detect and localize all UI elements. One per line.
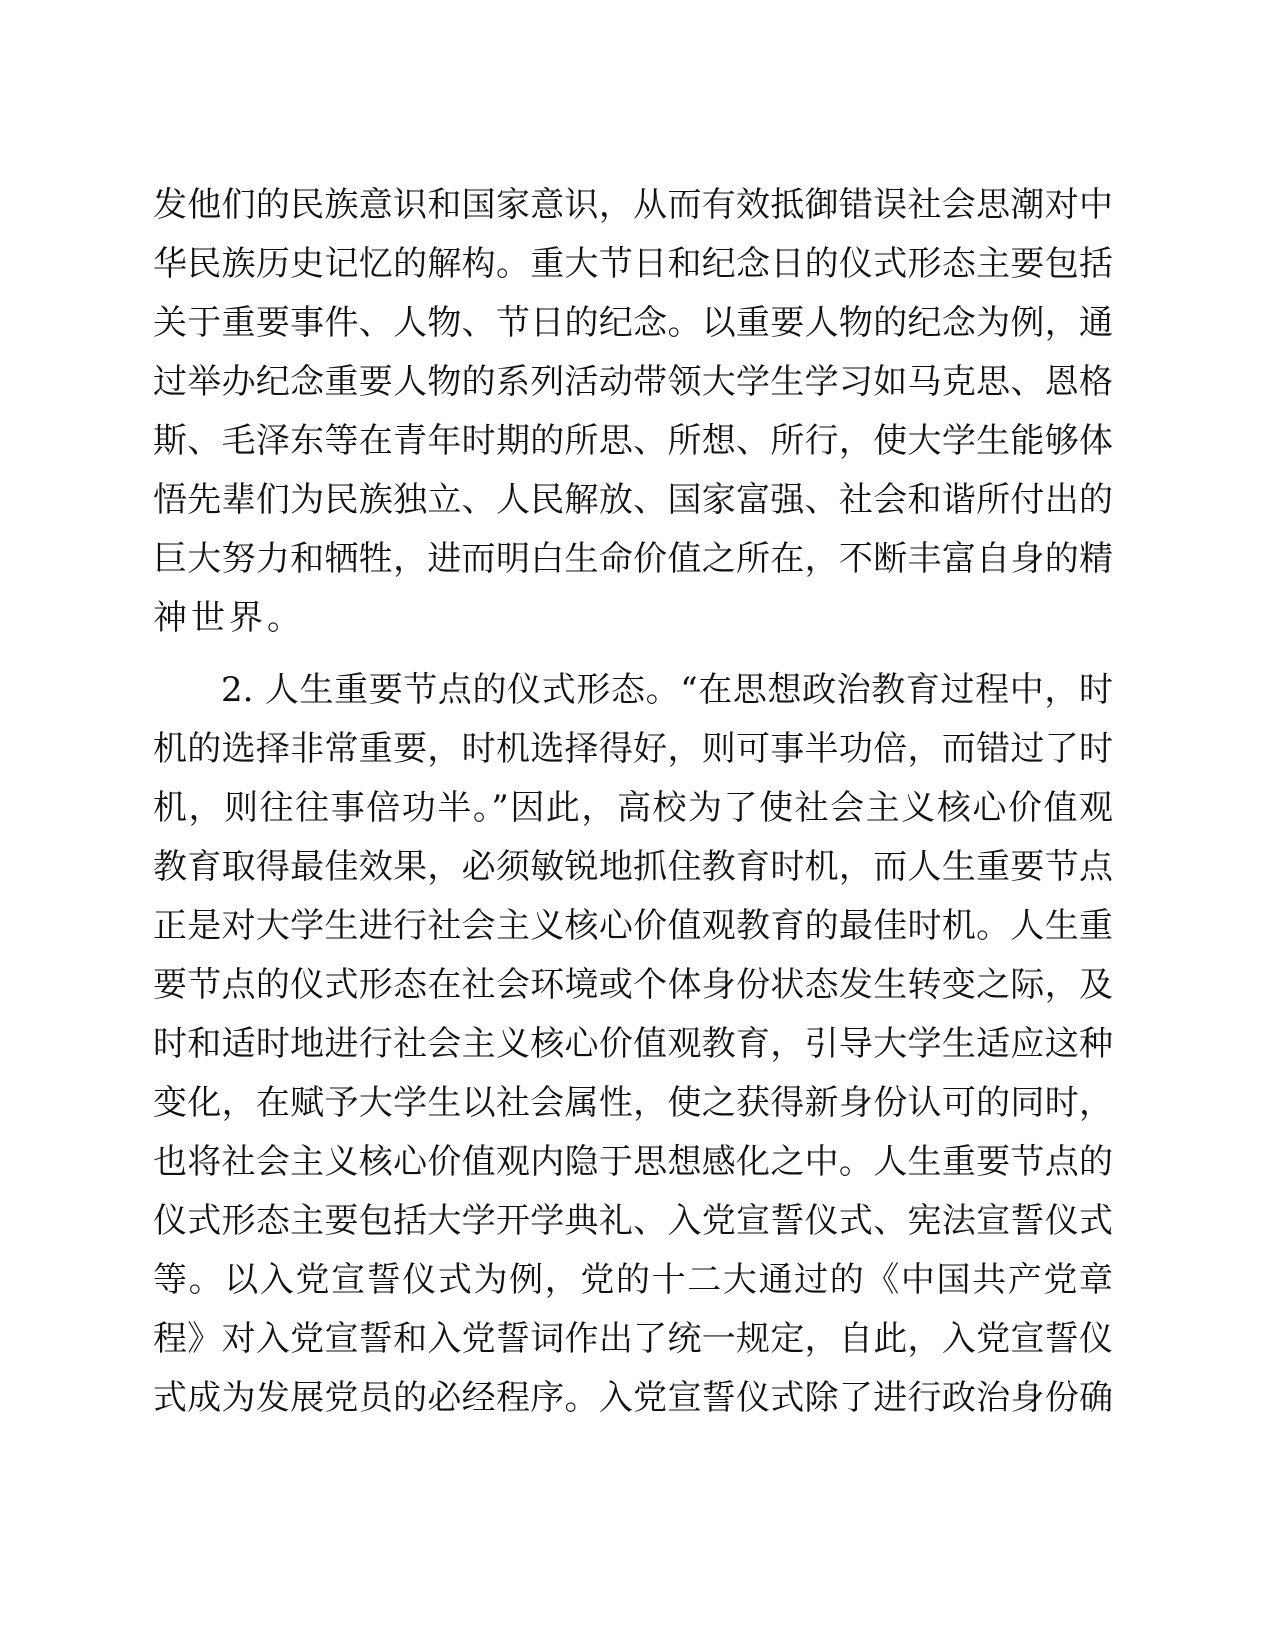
text-line: 神世界。 xyxy=(153,598,305,638)
text-line: 发他们的民族意识和国家意识，从而有效抵御错误社会思潮对中 xyxy=(153,185,1113,225)
text-line: 关于重要事件、人物、节日的纪念。以重要人物的纪念为例，通 xyxy=(153,303,1113,343)
text-line: 等。以入党宣誓仪式为例，党的十二大通过的《中国共产党章 xyxy=(153,1260,1113,1300)
text-line: 程》对入党宣誓和入党誓词作出了统一规定，自此，入党宣誓仪 xyxy=(153,1319,1113,1359)
paragraph-1 xyxy=(153,176,1113,648)
text-line: 斯、毛泽东等在青年时期的所思、所想、所行，使大学生能够体 xyxy=(153,421,1113,461)
text-line: 也将社会主义核心价值观内隐于思想感化之中。人生重要节点的 xyxy=(153,1142,1113,1182)
text-line: 要节点的仪式形态在社会环境或个体身份状态发生转变之际，及 xyxy=(153,965,1113,1005)
text-line: 时和适时地进行社会主义核心价值观教育，引导大学生适应这种 xyxy=(153,1024,1113,1064)
text-line: 2. 人生重要节点的仪式形态。“在思想政治教育过程中，时 xyxy=(221,670,1113,710)
text-line: 教育取得最佳效果，必须敏锐地抓住教育时机，而人生重要节点 xyxy=(153,847,1113,887)
text-line: 机，则往往事倍功半。”因此，高校为了使社会主义核心价值观 xyxy=(153,788,1113,828)
text-line: 仪式形态主要包括大学开学典礼、入党宣誓仪式、宪法宣誓仪式 xyxy=(153,1201,1113,1241)
text-line: 机的选择非常重要，时机选择得好，则可事半功倍，而错过了时 xyxy=(153,729,1113,769)
text-line: 过举办纪念重要人物的系列活动带领大学生学习如马克思、恩格 xyxy=(153,362,1113,402)
text-line: 正是对大学生进行社会主义核心价值观教育的最佳时机。人生重 xyxy=(153,906,1113,946)
text-line: 巨大努力和牺牲，进而明白生命价值之所在，不断丰富自身的精 xyxy=(153,539,1113,579)
paragraph-2 xyxy=(153,661,1113,1428)
text-line: 式成为发展党员的必经程序。入党宣誓仪式除了进行政治身份确 xyxy=(153,1378,1113,1418)
text-line: 华民族历史记忆的解构。重大节日和纪念日的仪式形态主要包括 xyxy=(153,244,1113,284)
text-line: 变化，在赋予大学生以社会属性，使之获得新身份认可的同时， xyxy=(153,1083,1113,1123)
text-line: 悟先辈们为民族独立、人民解放、国家富强、社会和谐所付出的 xyxy=(153,480,1113,520)
